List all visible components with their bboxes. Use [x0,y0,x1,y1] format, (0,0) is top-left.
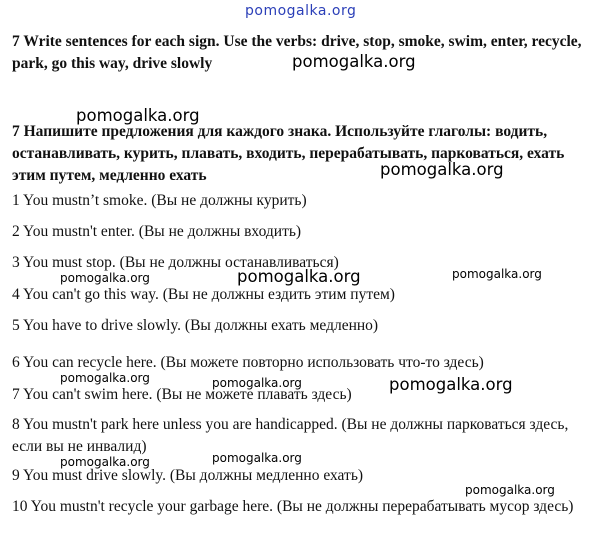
answer-9: 9 You must drive slowly. (Вы должны медленно ехать) [12,467,364,484]
answer-5: 5 You have to drive slowly. (Вы должны ехать медленно) [12,317,379,334]
answer-4: 4 You can't go this way. (Вы не должны ездить этим путем) [12,286,395,303]
watermark: pomogalka.org [292,52,416,71]
watermark: pomogalka.org [212,376,302,390]
task-title-ru: 7 Напишите предложения для каждого знака. Используйте глаголы: водить, останавливать, курить, плавать, входить, перерабатывать, парковаться, ехать этим путем, медленно ехать [12,123,565,184]
task-title-en: 7 Write sentences for each sign. Use the verbs: drive, stop, smoke, swim, enter, recycle, park, go this way, drive slowly [12,33,582,72]
watermark: pomogalka.org [60,455,150,469]
answer-10: 10 You mustn't recycle your garbage here. (Вы не должны перерабатывать мусор здесь) [12,498,574,515]
answer-3: 3 You must stop. (Вы не должны останавливаться) [12,254,339,271]
answer-2: 2 You mustn't enter. (Вы не должны входить) [12,223,302,240]
watermark: pomogalka.org [389,375,513,394]
watermark: pomogalka.org [60,371,150,385]
answer-7: 7 You can't swim here. (Вы не можете плавать здесь) [12,386,352,403]
watermark: pomogalka.org [60,271,150,285]
watermark: pomogalka.org [452,267,542,281]
answer-8: 8 You mustn't park here unless you are handicapped. (Вы не должны парковаться здесь, если вы не инвалид) [12,416,569,455]
watermark: pomogalka.org [237,267,361,286]
header-watermark: pomogalka.org [245,3,357,19]
watermark: pomogalka.org [212,451,302,465]
answer-6: 6 You can recycle here. (Вы можете повторно использовать что-то здесь) [12,354,484,371]
answer-1: 1 You mustn’t smoke. (Вы не должны курить) [12,192,307,209]
watermark: pomogalka.org [465,483,555,497]
watermark: pomogalka.org [380,160,504,179]
watermark: pomogalka.org [76,106,200,125]
